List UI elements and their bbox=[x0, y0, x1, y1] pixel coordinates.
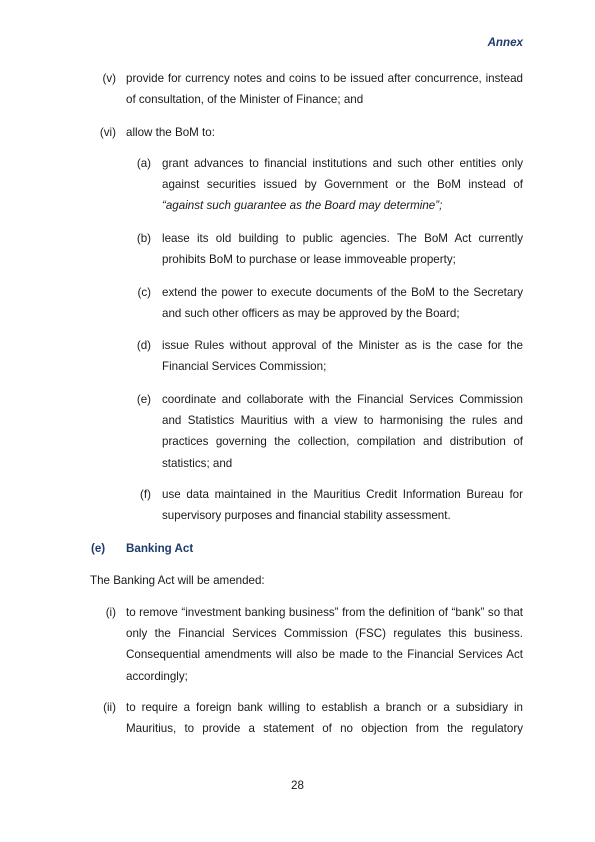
sub-item-e-text: coordinate and collaborate with the Financial Services Commission and Statistics Mauritius with a view to harmonising the rules and practices governing the collection, compilation and distribution of statistics; and bbox=[162, 393, 523, 470]
banking-item-ii bbox=[126, 697, 523, 739]
sub-marker-a: (a) bbox=[136, 157, 151, 170]
sub-item-a-text: grant advances to financial institutions and such other entities only against securities issued by Government or the BoM instead of bbox=[162, 157, 523, 192]
list-item-v bbox=[126, 68, 523, 110]
section-title: Banking Act bbox=[126, 542, 194, 555]
banking-marker-i: (i) bbox=[105, 606, 116, 619]
banking-item-ii-text: to require a foreign bank willing to establish a branch or a subsidiary in Mauritius, to provide a statement of no objection from the regulatory bbox=[126, 701, 523, 736]
list-item-v-text: provide for currency notes and coins to be issued after concurrence, instead of consultation, of the Minister of Finance; and bbox=[126, 72, 523, 107]
sub-marker-d: (d) bbox=[136, 339, 151, 352]
sub-item-c-text: extend the power to execute documents of the BoM to the Secretary and such other officers as may be approved by the Board; bbox=[162, 286, 523, 321]
list-item-vi-text: allow the BoM to: bbox=[126, 126, 215, 139]
sub-item-a-quote: “against such guarantee as the Board may determine”; bbox=[162, 199, 443, 213]
sub-item-b bbox=[162, 228, 523, 270]
list-item-vi bbox=[126, 122, 523, 143]
sub-marker-b: (b) bbox=[136, 232, 151, 245]
annex-label: Annex bbox=[487, 36, 523, 49]
banking-marker-ii: (ii) bbox=[103, 701, 116, 714]
list-marker-v: (v) bbox=[102, 72, 116, 85]
sub-item-f-text: use data maintained in the Mauritius Credit Information Bureau for supervisory purposes and financial stability assessment. bbox=[162, 488, 523, 523]
banking-item-i-text: to remove “investment banking business” from the definition of “bank” so that only the Financial Services Commission (FSC) regulates this business. Consequential amendments will also be made to the Financial Services Act accordingly; bbox=[126, 606, 523, 683]
sub-marker-f: (f) bbox=[140, 488, 151, 501]
sub-item-c bbox=[162, 282, 523, 324]
banking-item-i bbox=[126, 602, 523, 687]
section-number: (e) bbox=[91, 542, 106, 555]
sub-item-d-text: issue Rules without approval of the Minister as is the case for the Financial Services Commission; bbox=[162, 339, 523, 374]
sub-marker-e: (e) bbox=[136, 393, 151, 406]
sub-item-e bbox=[162, 389, 523, 474]
sub-marker-c: (c) bbox=[137, 286, 151, 299]
sub-item-f bbox=[162, 484, 523, 526]
sub-item-a bbox=[162, 153, 523, 217]
list-marker-vi: (vi) bbox=[99, 126, 116, 139]
sub-item-b-text: lease its old building to public agencies. The BoM Act currently prohibits BoM to purchase or lease immoveable property; bbox=[162, 232, 523, 267]
sub-item-d bbox=[162, 335, 523, 377]
page-number: 28 bbox=[291, 779, 304, 792]
intro-text: The Banking Act will be amended: bbox=[90, 574, 265, 587]
